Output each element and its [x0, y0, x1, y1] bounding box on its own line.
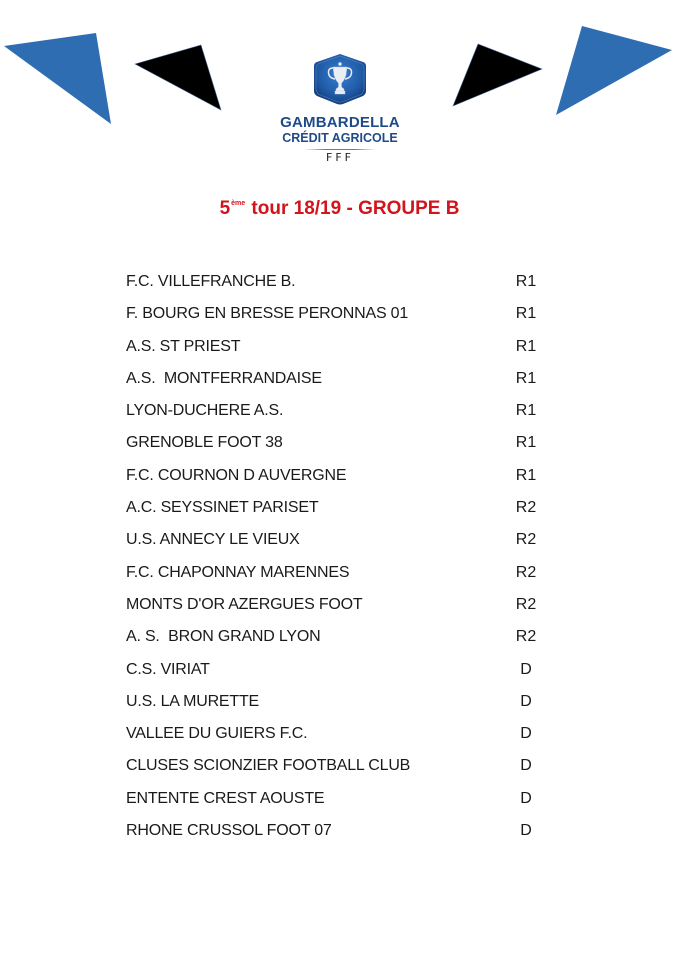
team-level: R1 [515, 402, 537, 420]
logo-fff-text: FFF [326, 151, 354, 164]
team-row [126, 368, 546, 400]
team-level: R1 [515, 434, 537, 452]
team-row [126, 788, 546, 820]
team-name: VALLEE DU GUIERS F.C. [126, 725, 308, 743]
right-black-triangle [453, 44, 542, 106]
team-level: R1 [515, 273, 537, 290]
team-level: R1 [515, 466, 537, 484]
left-black-triangle [135, 45, 221, 110]
team-row [126, 691, 546, 723]
team-level: R2 [515, 628, 537, 646]
team-row [126, 820, 546, 852]
team-row [126, 755, 546, 787]
team-row [126, 336, 546, 368]
team-row [126, 271, 546, 303]
team-level: R2 [515, 531, 537, 549]
title-round-number: 5 [219, 198, 231, 219]
team-level: D [520, 692, 532, 710]
team-level: D [520, 789, 532, 807]
trophy-shield-icon [313, 53, 367, 105]
page-title [0, 192, 679, 221]
team-row [126, 432, 546, 464]
team-level: R2 [515, 563, 537, 581]
team-name: A. S. BRON GRAND LYON [126, 628, 321, 646]
team-level: R1 [515, 337, 537, 355]
team-name: A.C. SEYSSINET PARISET [126, 499, 319, 517]
team-level: D [520, 725, 532, 743]
team-row [126, 594, 546, 626]
team-name: F.C. COURNON D AUVERGNE [126, 466, 347, 484]
logo-gambardella-text: GAMBARDELLA [280, 114, 400, 131]
team-name: U.S. ANNECY LE VIEUX [126, 531, 300, 549]
team-name: CLUSES SCIONZIER FOOTBALL CLUB [126, 757, 411, 775]
team-name: C.S. VIRIAT [126, 660, 210, 678]
team-row [126, 465, 546, 497]
team-name: F.C. CHAPONNAY MARENNES [126, 563, 350, 581]
right-blue-triangle [556, 26, 672, 115]
team-level: R1 [515, 369, 537, 387]
logo-divider [304, 149, 376, 150]
team-row [126, 626, 546, 658]
team-level: D [520, 757, 532, 775]
team-name: MONTS D'OR AZERGUES FOOT [126, 595, 363, 613]
team-name: A.S. MONTFERRANDAISE [126, 369, 322, 387]
team-level: R1 [515, 305, 537, 323]
team-name: LYON-DUCHERE A.S. [126, 402, 284, 420]
team-level: D [520, 660, 532, 678]
team-name: F.C. VILLEFRANCHE B. [126, 273, 296, 290]
team-row [126, 562, 546, 594]
title-superscript: ème [231, 200, 246, 207]
team-name: U.S. LA MURETTE [126, 692, 260, 710]
team-row [126, 529, 546, 561]
team-row [126, 723, 546, 755]
team-row [126, 497, 546, 529]
team-row [126, 659, 546, 691]
team-name: A.S. ST PRIEST [126, 337, 241, 355]
logo-credit-agricole-text: CRÉDIT AGRICOLE [282, 131, 398, 145]
team-level: R2 [515, 595, 537, 613]
team-name: F. BOURG EN BRESSE PERONNAS 01 [126, 305, 409, 323]
team-row [126, 303, 546, 335]
gambardella-logo [260, 50, 420, 168]
team-name: GRENOBLE FOOT 38 [126, 434, 283, 452]
title-text: tour 18/19 - GROUPE B [246, 198, 460, 219]
team-name: ENTENTE CREST AOUSTE [126, 789, 325, 807]
team-name: RHONE CRUSSOL FOOT 07 [126, 822, 332, 840]
team-level: R2 [515, 499, 537, 517]
left-blue-triangle [4, 33, 111, 124]
team-row [126, 400, 546, 432]
team-level: D [520, 822, 532, 840]
team-list [126, 271, 546, 852]
